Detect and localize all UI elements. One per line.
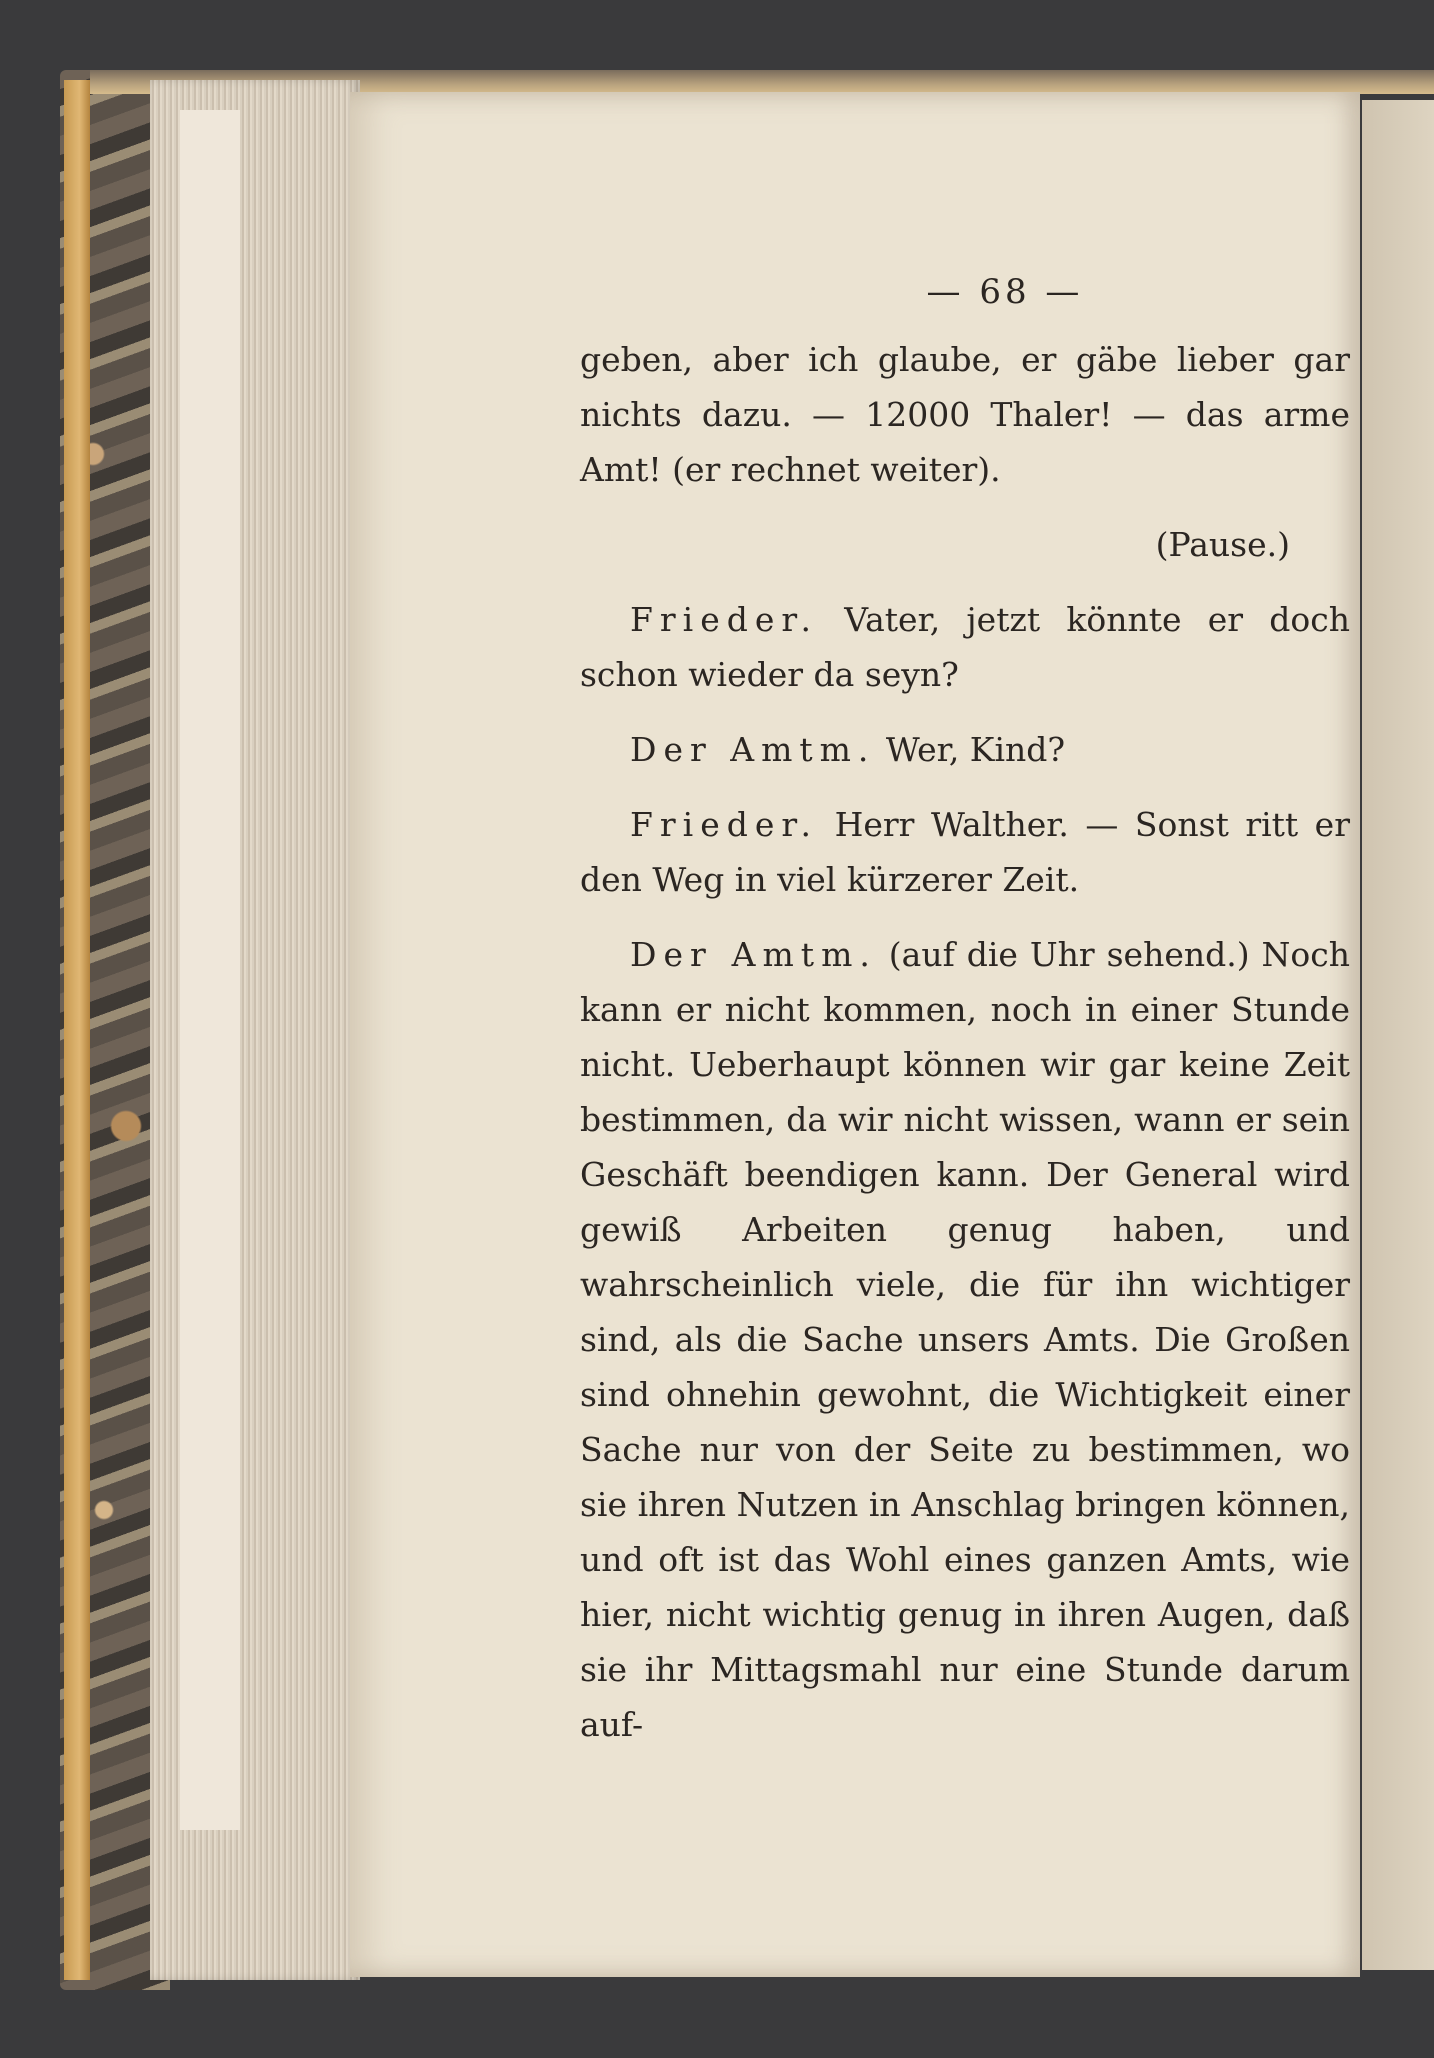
page-text (580, 272, 1350, 1772)
dialogue-line (580, 592, 1350, 702)
stage-direction: (Pause.) (1155, 525, 1290, 564)
speaker-name: Der Amtm. (630, 730, 876, 769)
dialogue-text: Herr Walther. — Sonst ritt er den Weg in viel kürzerer Zeit. (580, 805, 1350, 899)
dialogue-text: Vater, jetzt könnte er doch schon wieder da seyn? (580, 600, 1350, 694)
cover-edge (64, 80, 90, 1980)
facing-page-edge (1362, 100, 1434, 1970)
dialogue-text: Wer, Kind? (885, 730, 1066, 769)
speaker-name: Der Amtm. (630, 935, 877, 974)
dialogue-line (580, 797, 1350, 907)
paragraph-text: geben, aber ich glaube, er gäbe lieber gar nichts dazu. — 12000 Thaler! — das arme Amt! (er rechnet weiter). (580, 340, 1350, 489)
page-block (180, 110, 240, 1830)
book-page (350, 92, 1360, 1977)
dialogue-line (580, 722, 1350, 777)
paragraph (580, 332, 1350, 497)
speaker-name: Frieder. (630, 805, 819, 844)
page-stack (150, 80, 360, 1980)
dialogue-text: (auf die Uhr sehend.) Noch kann er nicht kommen, noch in einer Stunde nicht. Ueberhaupt können wir gar keine Zeit bestimmen, da wir nicht wissen, wann er sein Geschäft beendigen kann. Der General wird gewiß Arbeiten genug haben, und wahrscheinlich viele, die für ihn wichtiger sind, als die Sache unsers Amts. Die Großen sind ohnehin gewohnt, die Wichtigkeit einer Sache nur von der Seite zu bestimmen, wo sie ihren Nutzen in Anschlag bringen können, und oft ist das Wohl eines ganzen Amts, wie hier, nicht wichtig genug in ihren Augen, daß sie ihr Mittagsmahl nur eine Stunde darum auf- (580, 935, 1350, 1744)
page-number: — 68 — (926, 272, 1084, 312)
speaker-name: Frieder. (630, 600, 819, 639)
dialogue-line (580, 927, 1350, 1752)
